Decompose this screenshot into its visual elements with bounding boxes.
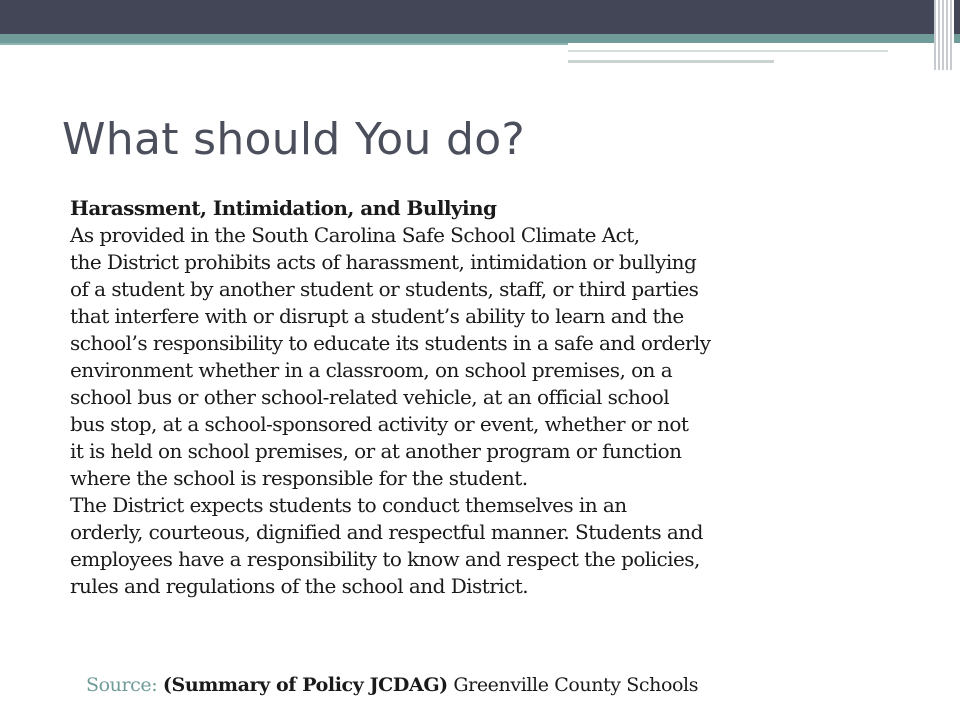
policy-heading: Harassment, Intimidation, and Bullying	[70, 196, 497, 220]
accent-rule-short	[568, 60, 774, 63]
policy-line: employees have a responsibility to know and respect the policies,	[70, 547, 700, 571]
policy-line: that interfere with or disrupt a student’s ability to learn and the	[70, 304, 684, 328]
policy-line: bus stop, at a school-sponsored activity or event, whether or not	[70, 412, 689, 436]
source-policy: (Summary of Policy JCDAG)	[162, 674, 448, 696]
policy-line: rules and regulations of the school and District.	[70, 574, 529, 598]
top-banner	[0, 0, 960, 34]
slide-title: What should You do?	[62, 114, 526, 165]
policy-line: it is held on school premises, or at another program or function	[70, 439, 682, 463]
policy-line: school bus or other school-related vehicle, at an official school	[70, 385, 670, 409]
policy-text	[70, 195, 950, 600]
source-org: Greenville County Schools	[453, 674, 699, 696]
decorative-stripes	[934, 0, 954, 70]
policy-line: where the school is responsible for the student.	[70, 466, 528, 490]
accent-rule-thin	[568, 50, 888, 52]
policy-line: school’s responsibility to educate its students in a safe and orderly	[70, 331, 711, 355]
policy-line: As provided in the South Carolina Safe School Climate Act,	[70, 223, 640, 247]
policy-line: of a student by another student or students, staff, or third parties	[70, 277, 699, 301]
policy-line: The District expects students to conduct themselves in an	[70, 493, 627, 517]
source-citation	[86, 672, 698, 699]
accent-rule	[0, 43, 568, 45]
accent-band	[0, 34, 960, 43]
source-label: Source:	[86, 674, 158, 696]
policy-line: environment whether in a classroom, on school premises, on a	[70, 358, 673, 382]
policy-line: orderly, courteous, dignified and respectful manner. Students and	[70, 520, 703, 544]
policy-line: the District prohibits acts of harassment, intimidation or bullying	[70, 250, 697, 274]
